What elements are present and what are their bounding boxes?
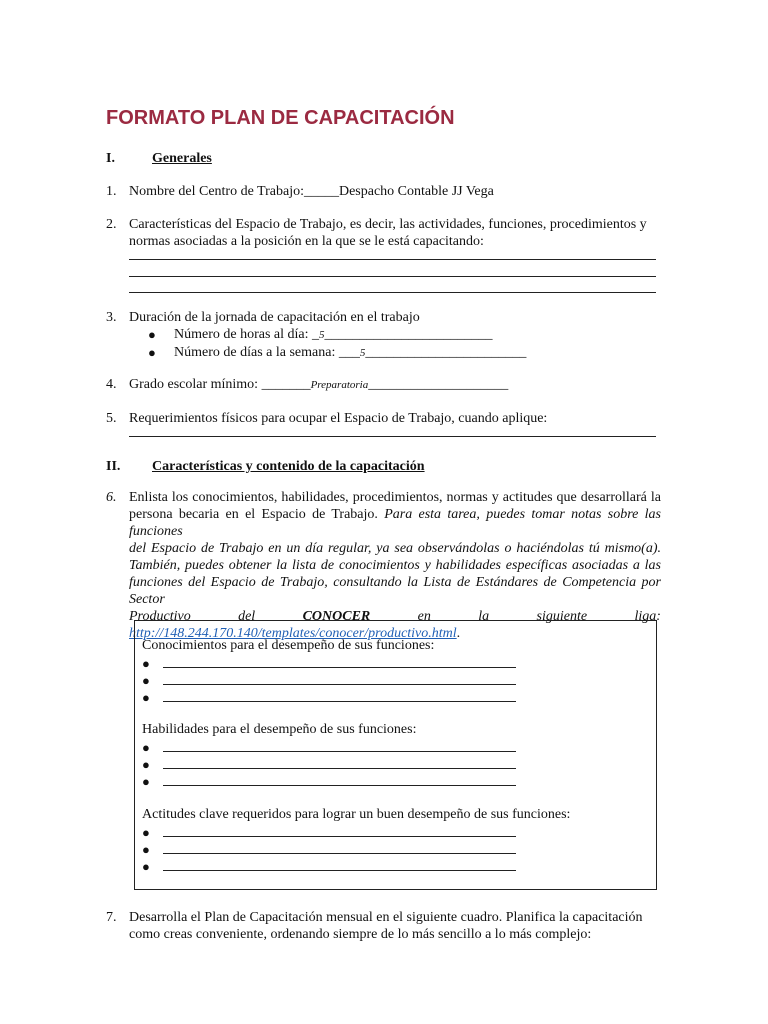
- field-label: Número de días a la semana: ___: [174, 345, 360, 360]
- bullet-icon: ●: [142, 740, 150, 755]
- blank-line: [163, 768, 516, 769]
- blank-line: [163, 870, 516, 871]
- word: del: [238, 609, 256, 624]
- question-text: Requerimientos físicos para ocupar el Espacio de Trabajo, cuando aplique:: [129, 411, 548, 426]
- field-value: Preparatoria: [310, 379, 369, 391]
- field-blank: ________________________: [324, 327, 493, 342]
- hours-per-day-field: [174, 326, 493, 344]
- plain-text: .: [456, 626, 461, 641]
- field-label: Grado escolar mínimo: _______: [129, 377, 311, 392]
- blank-line: [163, 853, 516, 854]
- field-label: Número de horas al día: _: [174, 327, 320, 342]
- bullet-icon: ●: [142, 757, 150, 772]
- paragraph-line: del Espacio de Trabajo en un día regular, ya sea observándolas o haciéndolas tú mismo(a).: [129, 541, 661, 556]
- field-blank: ____________________: [368, 377, 509, 392]
- bullet-icon: ●: [142, 774, 150, 789]
- item-number: 7.: [106, 910, 117, 925]
- bullet-icon: ●: [142, 825, 150, 840]
- bullet-icon: ●: [142, 673, 150, 688]
- item-number: 5.: [106, 411, 117, 426]
- blank-line: [129, 276, 656, 277]
- blank-line: [129, 292, 656, 293]
- knowledge-heading: Conocimientos para el desempeño de sus funciones:: [142, 638, 435, 653]
- word: CONOCER: [302, 609, 371, 624]
- item-number: 6.: [106, 490, 117, 505]
- conocer-link[interactable]: http://148.244.170.140/templates/conocer/productivo.html: [129, 626, 457, 641]
- field-value: Despacho Contable JJ Vega: [338, 184, 494, 199]
- blank-line: [163, 836, 516, 837]
- question-text: Duración de la jornada de capacitación en el trabajo: [129, 310, 420, 325]
- bullet-icon: ●: [148, 327, 156, 342]
- item-number: 1.: [106, 184, 117, 199]
- question-text: normas asociadas a la posición en la que se le está capacitando:: [129, 234, 484, 249]
- word: liga:: [634, 609, 661, 624]
- paragraph-line: funciones del Espacio de Trabajo, consultando la Lista de Estándares de Competencia por Sector: [129, 575, 661, 607]
- section-numeral: I.: [106, 151, 115, 166]
- item-number: 2.: [106, 217, 117, 232]
- field-value: 5: [319, 329, 325, 341]
- blank-line: [163, 701, 516, 702]
- item-number: 4.: [106, 377, 117, 392]
- bullet-icon: ●: [148, 345, 156, 360]
- paragraph-line: También, puedes obtener la lista de conocimientos y habilidades específicas asociadas a las: [129, 558, 661, 573]
- field-label: Nombre del Centro de Trabajo:_____: [129, 184, 339, 199]
- bullet-icon: ●: [142, 842, 150, 857]
- workplace-name-field: [129, 183, 494, 200]
- blank-line: [129, 259, 656, 260]
- blank-line: [163, 667, 516, 668]
- question-text: Desarrolla el Plan de Capacitación mensual en el siguiente cuadro. Planifica la capacitación: [129, 910, 643, 925]
- blank-line: [163, 751, 516, 752]
- section-numeral: II.: [106, 459, 121, 474]
- skills-heading: Habilidades para el desempeño de sus funciones:: [142, 722, 417, 737]
- paragraph-line: [129, 506, 661, 540]
- section-heading: Características y contenido de la capacitación: [152, 459, 425, 474]
- item-number: 3.: [106, 310, 117, 325]
- word: la: [478, 609, 490, 624]
- page-title: FORMATO PLAN DE CAPACITACIÓN: [106, 107, 455, 129]
- bullet-icon: ●: [142, 656, 150, 671]
- blank-line: [129, 436, 656, 437]
- italic-text: Para esta tarea, puedes tomar notas sobre las funciones: [129, 507, 661, 539]
- blank-line: [163, 785, 516, 786]
- field-blank: _______________________: [365, 345, 527, 360]
- word: siguiente: [536, 609, 588, 624]
- paragraph-line: Enlista los conocimientos, habilidades, procedimientos, normas y actitudes que desarrollará la: [129, 490, 661, 505]
- bullet-icon: ●: [142, 690, 150, 705]
- section-heading: Generales: [152, 151, 212, 166]
- education-level-field: [129, 376, 508, 394]
- word: en: [417, 609, 431, 624]
- blank-line: [163, 684, 516, 685]
- question-text: Características del Espacio de Trabajo, es decir, las actividades, funciones, procedimientos y: [129, 217, 647, 232]
- bullet-icon: ●: [142, 859, 150, 874]
- word: Productivo: [129, 609, 191, 624]
- plain-text: persona becaria en el Espacio de Trabajo.: [129, 507, 385, 522]
- skills-box: [134, 620, 657, 890]
- days-per-week-field: [174, 344, 526, 362]
- field-value: 5: [359, 347, 366, 359]
- question-text: como creas conveniente, ordenando siempre de lo más sencillo a lo más complejo:: [129, 927, 592, 942]
- attitudes-heading: Actitudes clave requeridos para lograr un buen desempeño de sus funciones:: [142, 807, 571, 822]
